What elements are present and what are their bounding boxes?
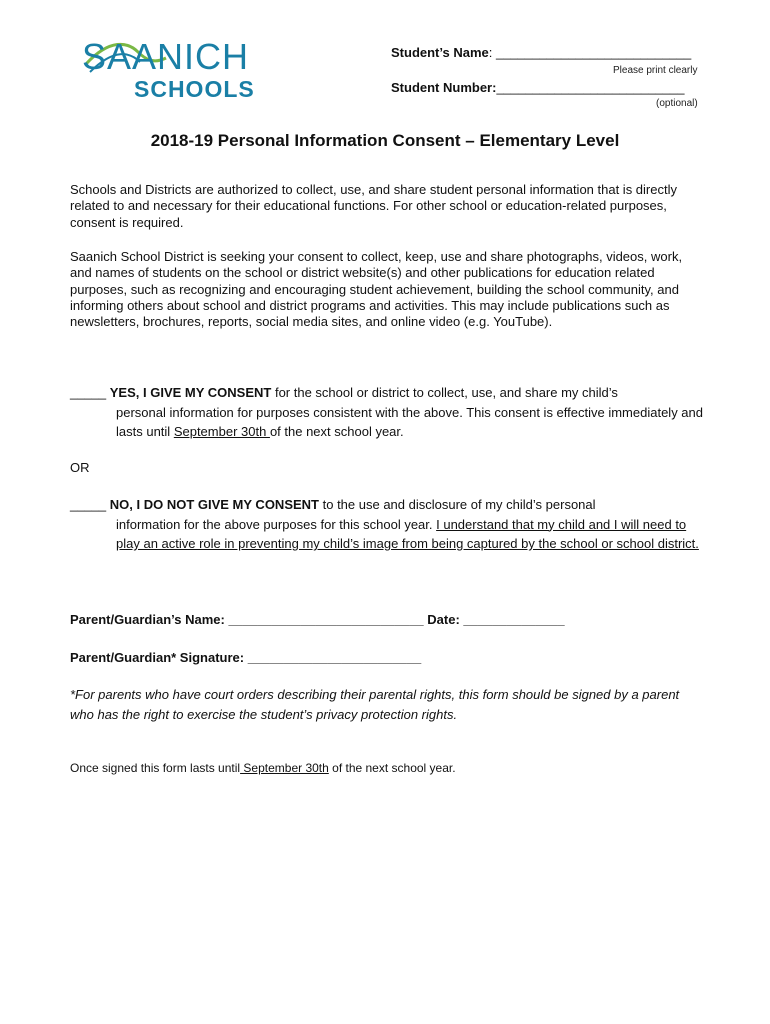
- validity-before: Once signed this form lasts until: [70, 761, 241, 775]
- student-number-blank[interactable]: __________________________: [496, 80, 685, 95]
- consent-yes-text-2: personal information for purposes consistent with the above. This consent is effective immediately and lasts until: [116, 404, 703, 439]
- consent-no-option[interactable]: [70, 495, 705, 554]
- student-name-blank[interactable]: : ___________________________: [488, 45, 692, 60]
- guardian-name-date-field[interactable]: Parent/Guardian’s Name: ___________________________ Date: ______________: [70, 612, 565, 627]
- student-number-field[interactable]: [391, 80, 684, 95]
- optional-note: (optional): [656, 98, 698, 109]
- consent-yes-option[interactable]: [70, 383, 705, 442]
- logo-line-2: SCHOOLS: [134, 76, 255, 102]
- student-name-field[interactable]: [391, 45, 691, 60]
- logo-line-1: SAANICH: [82, 36, 250, 77]
- consent-yes-text-1: for the school or district to collect, use, and share my child’s: [271, 385, 618, 400]
- student-number-label: Student Number:: [391, 80, 497, 95]
- paragraph-authorization: Schools and Districts are authorized to collect, use, and share student personal information that is directly related to and necessary for their educational functions. For other school or education-related purposes, consent is required.: [70, 182, 677, 230]
- consent-yes-text-3: of the next school year.: [269, 424, 404, 439]
- district-logo: [80, 34, 255, 106]
- guardian-signature-field[interactable]: Parent/Guardian* Signature: ________________________: [70, 650, 422, 665]
- validity-after: of the next school year.: [328, 761, 456, 775]
- print-note: Please print clearly: [613, 65, 698, 76]
- paragraph-consent-request: Saanich School District is seeking your consent to collect, keep, use and share photographs, videos, work, and names of students on the school or district website(s) and other publications for education related purposes, such as recognizing and encouraging student achievement, building the school community, and informing others about school and district programs and activities. This may include publications such as newsletters, brochures, reports, social media sites, and online video (e.g. YouTube).: [70, 249, 683, 330]
- validity-date: September 30th: [240, 761, 329, 775]
- validity-note: [70, 761, 456, 775]
- footnote: *For parents who have court orders describing their parental rights, this form should be signed by a parent who has the right to exercise the student’s privacy protection rights.: [70, 687, 680, 722]
- consent-no-blank[interactable]: _____: [70, 497, 110, 512]
- consent-no-text-2: information for the above purposes for this school year.: [116, 516, 437, 532]
- consent-yes-blank[interactable]: _____: [70, 385, 110, 400]
- consent-no-text-1: to the use and disclosure of my child’s personal: [319, 497, 596, 512]
- page-title: 2018-19 Personal Information Consent – Elementary Level: [150, 131, 620, 150]
- student-name-label: Student’s Name: [391, 45, 489, 60]
- or-label: OR: [70, 460, 90, 475]
- consent-no-heading: NO, I DO NOT GIVE MY CONSENT: [109, 497, 319, 512]
- consent-yes-date: September 30th: [173, 424, 270, 439]
- consent-no-underlined: I understand that my child and I will need to play an active role in preventing my child’s image from being captured by the school or school district.: [116, 516, 699, 551]
- consent-yes-heading: YES, I GIVE MY CONSENT: [109, 385, 272, 400]
